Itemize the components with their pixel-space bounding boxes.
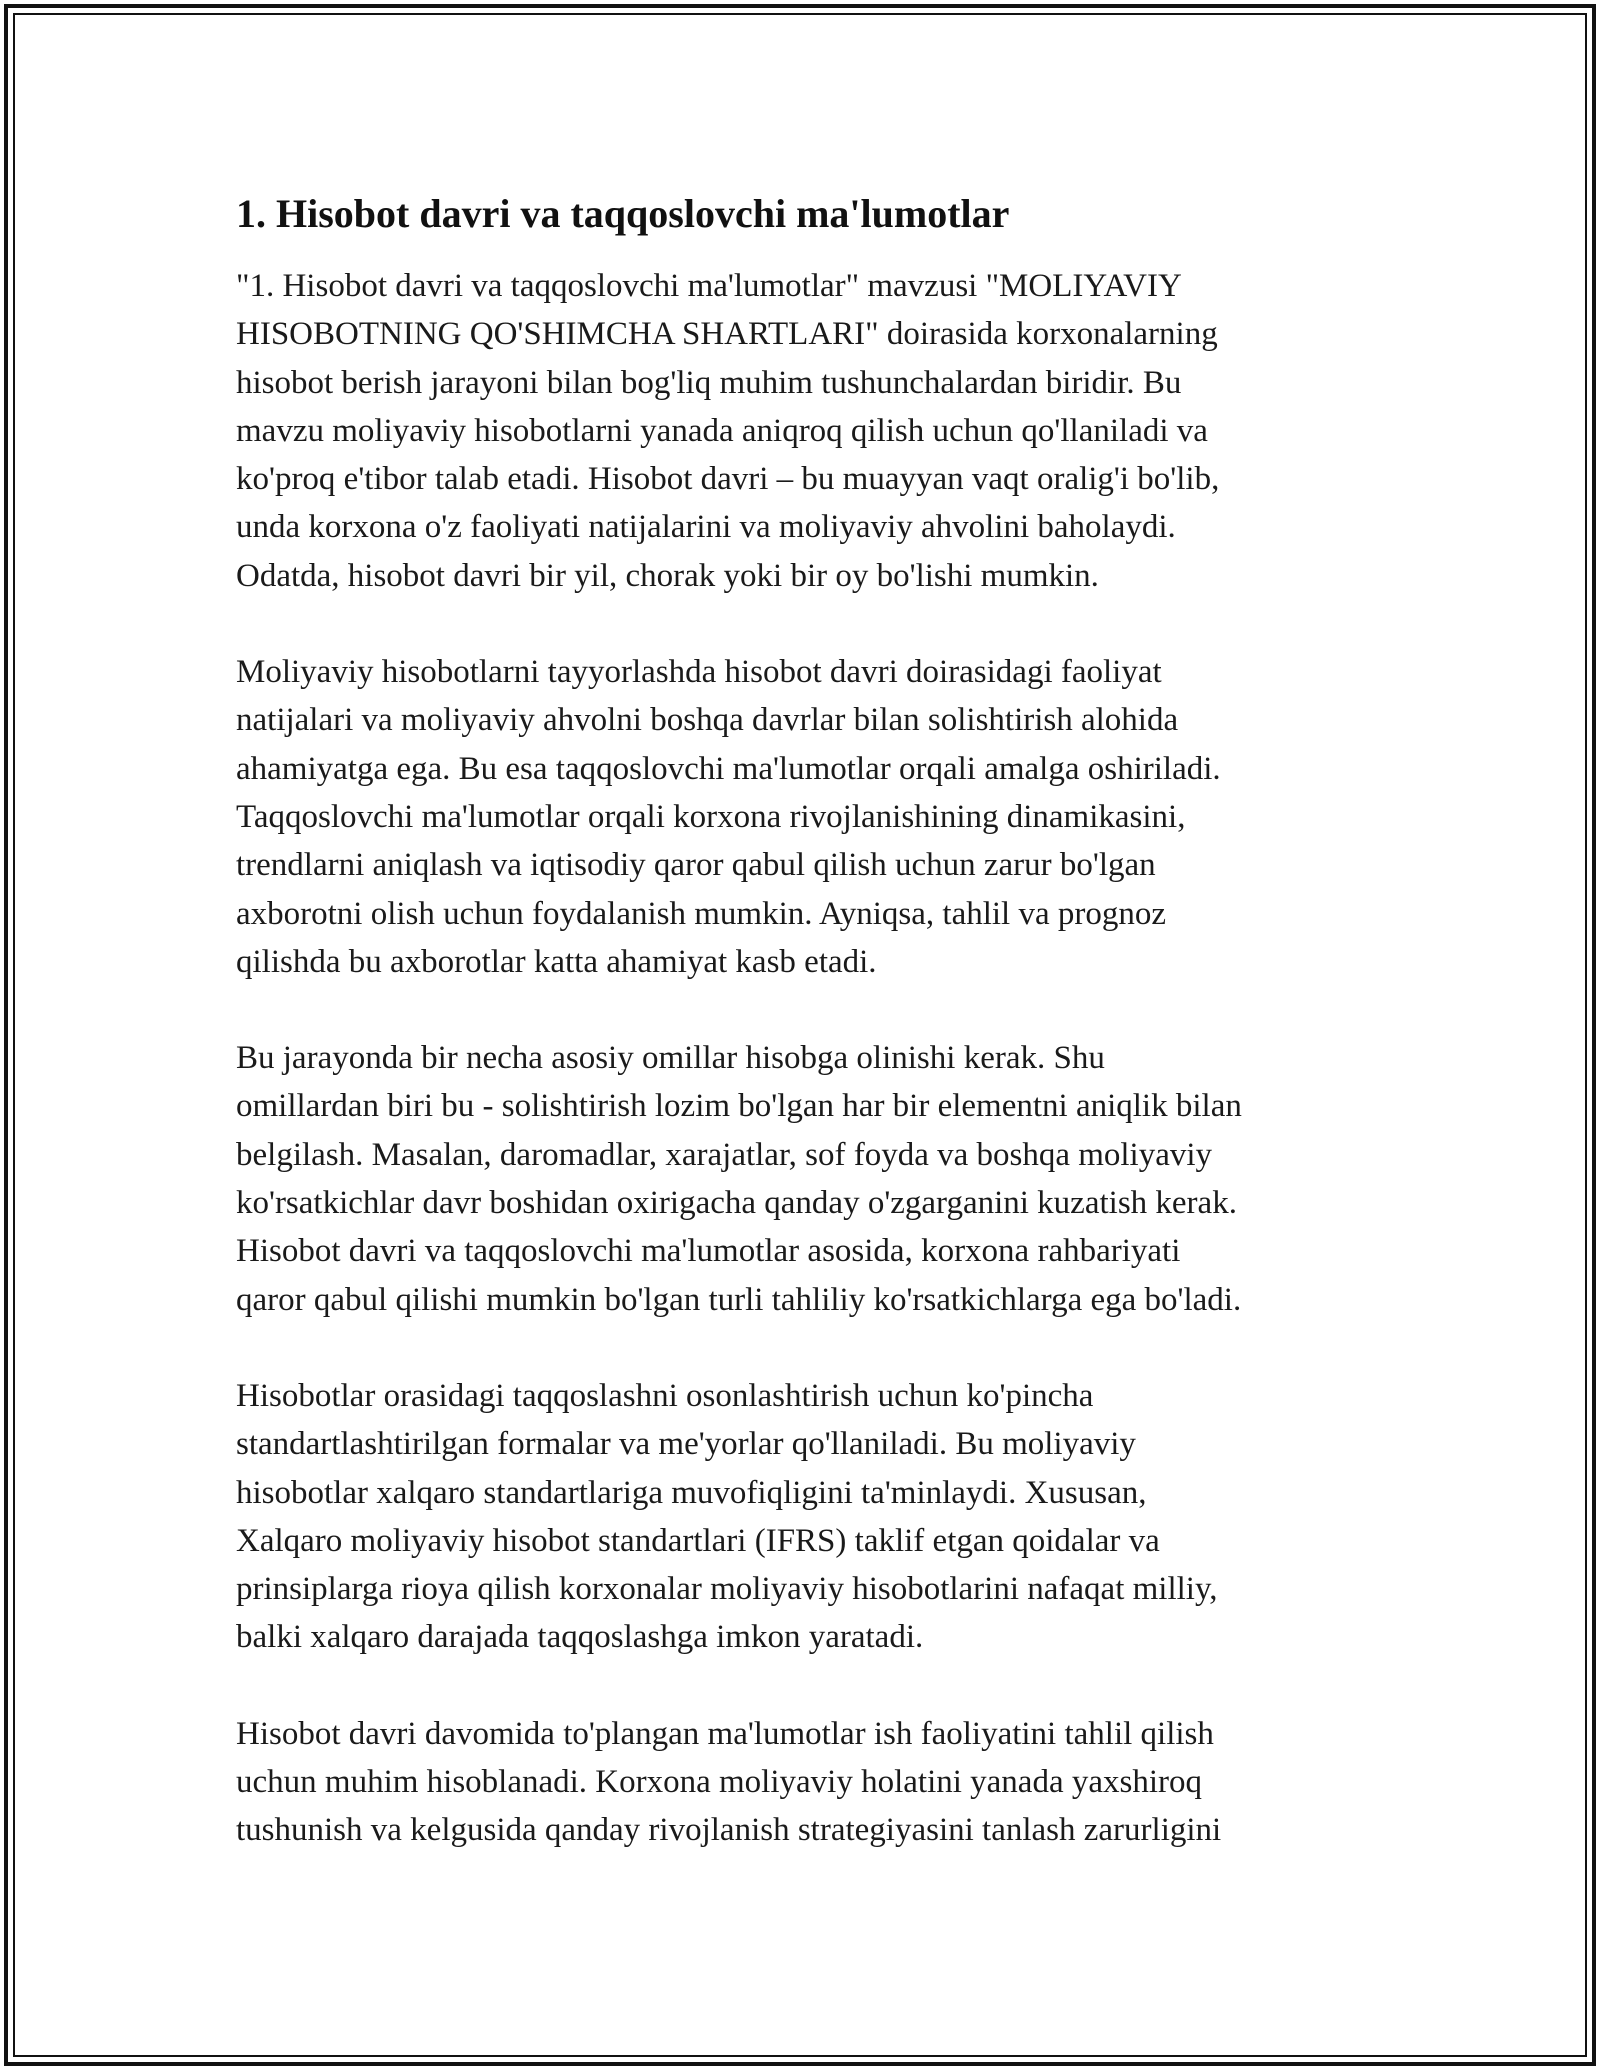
text-line: prinsiplarga rioya qilish korxonalar moliyaviy hisobotlarini nafaqat milliy, (236, 1571, 1218, 1608)
body-paragraph (236, 1710, 1364, 1855)
text-line: Hisobot davri davomida to'plangan ma'lumotlar ish faoliyatini tahlil qilish (236, 1715, 1214, 1752)
text-line: Xalqaro moliyaviy hisobot standartlari (IFRS) taklif etgan qoidalar va (236, 1522, 1160, 1559)
document-body (236, 188, 1364, 1903)
text-line: standartlashtirilgan formalar va me'yorlar qo'llaniladi. Bu moliyaviy (236, 1426, 1136, 1463)
section-heading: 1. Hisobot davri va taqqoslovchi ma'lumotlar (236, 191, 1010, 236)
text-line: ko'proq e'tibor talab etadi. Hisobot davri – bu muayyan vaqt oralig'i bo'lib, (236, 461, 1220, 498)
text-line: trendlarni aniqlash va iqtisodiy qaror qabul qilish uchun zarur bo'lgan (236, 847, 1156, 884)
body-paragraph (236, 1034, 1364, 1324)
text-line: hisobotlar xalqaro standartlariga muvofiqligini ta'minlaydi. Xususan, (236, 1474, 1147, 1511)
text-line: balki xalqaro darajada taqqoslashga imkon yaratadi. (236, 1619, 924, 1656)
text-line: qilishda bu axborotlar katta ahamiyat kasb etadi. (236, 943, 877, 980)
text-line: qaror qabul qilishi mumkin bo'lgan turli tahliliy ko'rsatkichlarga ega bo'ladi. (236, 1281, 1242, 1318)
text-line: ahamiyatga ega. Bu esa taqqoslovchi ma'lumotlar orqali amalga oshiriladi. (236, 750, 1221, 787)
text-line: omillardan biri bu - solishtirish lozim bo'lgan har bir elementni aniqlik bilan (236, 1088, 1242, 1125)
text-line: Taqqoslovchi ma'lumotlar orqali korxona rivojlanishining dinamikasini, (236, 798, 1186, 835)
text-line: axborotni olish uchun foydalanish mumkin. Ayniqsa, tahlil va prognoz (236, 895, 1167, 932)
text-line: mavzu moliyaviy hisobotlarni yanada aniqroq qilish uchun qo'llaniladi va (236, 412, 1208, 449)
text-line: tushunish va kelgusida qanday rivojlanish strategiyasini tanlash zarurligini (236, 1812, 1222, 1849)
body-paragraph (236, 262, 1364, 600)
text-line: natijalari va moliyaviy ahvolni boshqa davrlar bilan solishtirish alohida (236, 702, 1179, 739)
text-line: unda korxona o'z faoliyati natijalarini va moliyaviy ahvolini baholaydi. (236, 509, 1176, 546)
text-line: Hisobot davri va taqqoslovchi ma'lumotlar asosida, korxona rahbariyati (236, 1233, 1181, 1270)
text-line: Odatda, hisobot davri bir yil, chorak yoki bir oy bo'lishi mumkin. (236, 557, 1099, 594)
body-paragraph (236, 1372, 1364, 1662)
body-paragraph (236, 648, 1364, 986)
text-line: Hisobotlar orasidagi taqqoslashni osonlashtirish uchun ko'pincha (236, 1377, 1094, 1414)
text-line: ko'rsatkichlar davr boshidan oxirigacha qanday o'zgarganini kuzatish kerak. (236, 1185, 1237, 1222)
text-line: Bu jarayonda bir necha asosiy omillar hisobga olinishi kerak. Shu (236, 1040, 1105, 1077)
paragraph-list (236, 262, 1364, 1855)
text-line: "1. Hisobot davri va taqqoslovchi ma'lumotlar" mavzusi "MOLIYAVIY (236, 268, 1182, 304)
text-line: hisobot berish jarayoni bilan bog'liq muhim tushunchalardan biridir. Bu (236, 364, 1182, 401)
text-line: Moliyaviy hisobotlarni tayyorlashda hisobot davri doirasidagi faoliyat (236, 654, 1162, 691)
text-line: belgilash. Masalan, daromadlar, xarajatlar, sof foyda va boshqa moliyaviy (236, 1136, 1213, 1173)
text-line: uchun muhim hisoblanadi. Korxona moliyaviy holatini yanada yaxshiroq (236, 1764, 1202, 1801)
text-line: HISOBOTNING QO'SHIMCHA SHARTLARI" doirasida korxonalarning (236, 316, 1218, 353)
